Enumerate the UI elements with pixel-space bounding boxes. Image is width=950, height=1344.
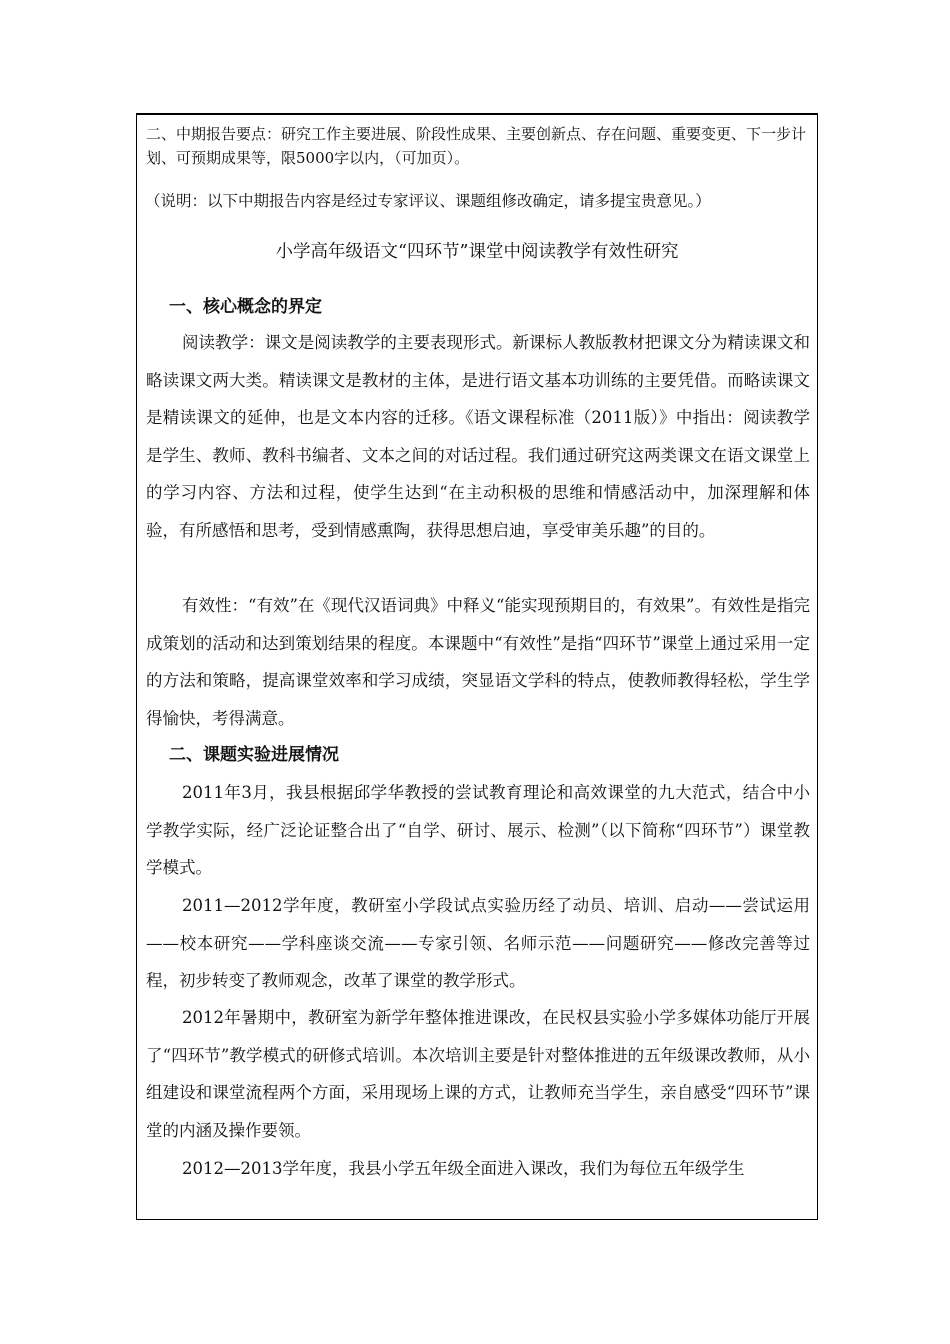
paragraph-progress-2011: 2011年3月，我县根据邱学华教授的尝试教育理论和高效课堂的九大范式，结合中小学教学实际，经广泛论证整合出了“自学、研讨、展示、检测”（以下简称“四环节”）课堂教学模式。	[146, 783, 810, 877]
paragraph-progress-2012-2013: 2012—2013学年度，我县小学五年级全面进入课改，我们为每位五年级学生	[182, 1159, 745, 1178]
report-form-box	[136, 113, 818, 1220]
section-heading-core-concepts: 一、核心概念的界定	[169, 297, 322, 317]
form-top-rule	[137, 114, 817, 115]
report-requirements: 二、中期报告要点：研究工作主要进展、阶段性成果、主要创新点、存在问题、重要变更、下一步计划、可预期成果等，限5000字以内，（可加页）。	[146, 125, 807, 167]
section-heading-progress: 二、课题实验进展情况	[169, 745, 339, 765]
paragraph-progress-2011-2012: 2011—2012学年度，教研室小学段试点实验历经了动员、培训、启动——尝试运用——校本研究——学科座谈交流——专家引领、名师示范——问题研究——修改完善等过程，初步转变了教师观念，改革了课堂的教学形式。	[146, 896, 810, 990]
paragraph-reading-teaching: 阅读教学：课文是阅读教学的主要表现形式。新课标人教版教材把课文分为精读课文和略读课文两大类。精读课文是教材的主体，是进行语文基本功训练的主要凭借。而略读课文是精读课文的延伸，也是文本内容的迁移。《语文课程标准（2011版）》中指出：阅读教学是学生、教师、教科书编者、文本之间的对话过程。我们通过研究这两类课文在语文课堂上的学习内容、方法和过程，使学生达到“在主动积极的思维和情感活动中，加深理解和体验，有所感悟和思考，受到情感熏陶，获得思想启迪，享受审美乐趣”的目的。	[146, 333, 810, 540]
paragraph-progress-2012-summer: 2012年暑期中，教研室为新学年整体推进课改，在民权县实验小学多媒体功能厅开展了“四环节”教学模式的研修式培训。本次培训主要是针对整体推进的五年级课改教师，从小组建设和课堂流程两个方面，采用现场上课的方式，让教师充当学生，亲自感受“四环节”课堂的内涵及操作要领。	[146, 1008, 810, 1140]
report-note: （说明：以下中期报告内容是经过专家评议、课题组修改确定，请多提宝贵意见。）	[145, 192, 711, 210]
report-title: 小学高年级语文“四环节”课堂中阅读教学有效性研究	[275, 242, 679, 262]
paragraph-effectiveness: 有效性：“有效”在《现代汉语词典》中释义“能实现预期目的，有效果”。有效性是指完成策划的活动和达到策划结果的程度。本课题中“有效性”是指“四环节”课堂上通过采用一定的方法和策略，提高课堂效率和学习成绩，突显语文学科的特点，使教师教得轻松，学生学得愉快，考得满意。	[146, 596, 810, 728]
